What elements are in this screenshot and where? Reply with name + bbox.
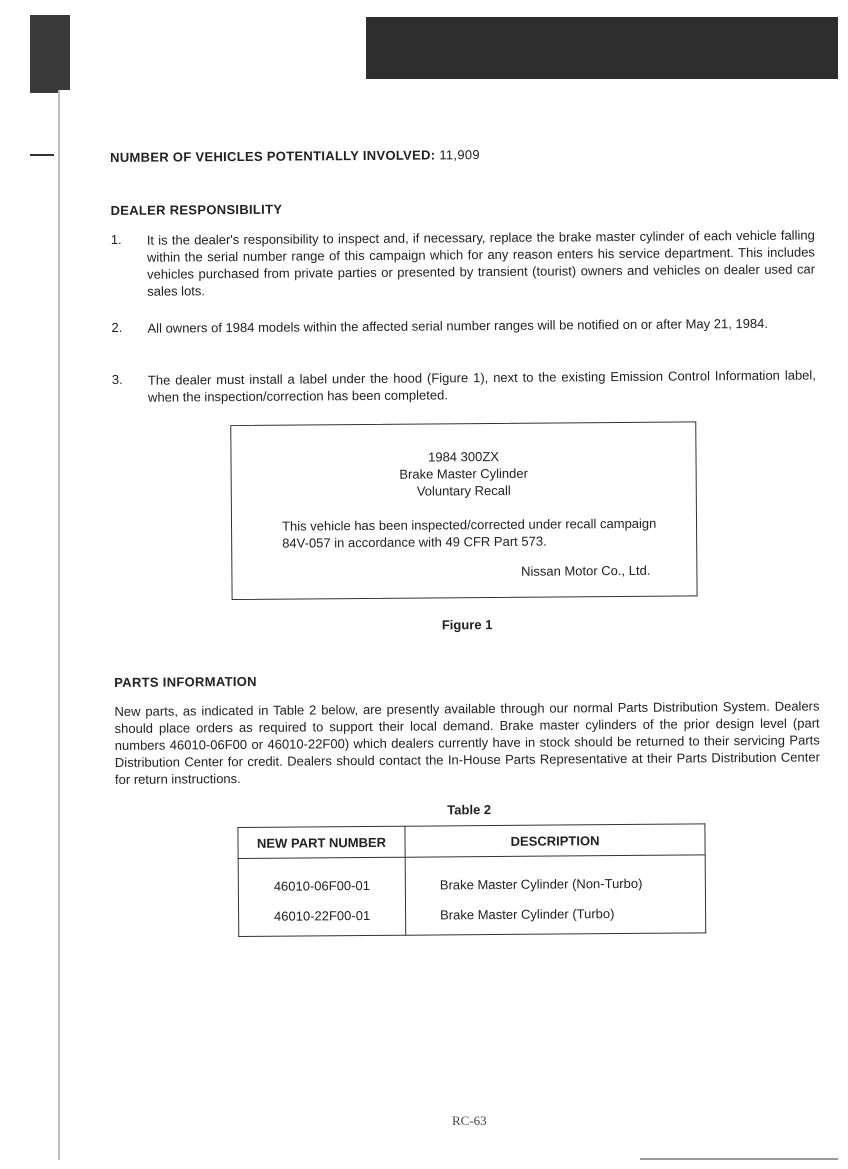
description-cell: Brake Master Cylinder (Turbo) [405, 897, 705, 935]
part-number-cell: 46010-22F00-01 [238, 900, 405, 937]
label-body: This vehicle has been inspected/corrected under recall campaign 84V-057 in accordance with 49 CFR Part 573. [281, 515, 657, 551]
list-item-text: All owners of 1984 models within the affected serial number ranges will be notified on or after May 21, 1984. [147, 315, 769, 336]
vehicles-involved-label: NUMBER OF VEHICLES POTENTIALLY INVOLVED: [110, 147, 436, 165]
parts-table [237, 823, 706, 937]
list-item [111, 314, 816, 336]
scan-artifact-edge [58, 90, 60, 1160]
list-item [111, 366, 817, 405]
scan-artifact-bar-left [30, 15, 70, 90]
header-description: DESCRIPTION [405, 824, 705, 857]
scan-artifact-tick [30, 154, 54, 156]
dealer-responsibility-heading: DEALER RESPONSIBILITY [110, 201, 283, 218]
label-component: Brake Master Cylinder [399, 465, 528, 482]
part-number-cell: 46010-06F00-01 [238, 857, 405, 901]
scan-artifact-bar-top [366, 17, 838, 79]
table-row [238, 855, 705, 901]
parts-information-text: New parts, as indicated in Table 2 below, are presently available through our normal Parts Distribution System. Dealers should place orders as required to support their local demand. Brake master cylinders of the prior design level (part numbers 46010-06F00 or 46010-22F00) which dealers currently have in stock should be returned to their servicing Parts Distribution Center for credit. Dealers should contact the In-House Parts Representative at their Parts Distribution Center for return instructions. [114, 698, 820, 787]
page-content [110, 134, 820, 924]
table-caption: Table 2 [447, 802, 492, 818]
page-number: RC-63 [452, 1113, 487, 1128]
table-header-row [238, 824, 705, 859]
label-signature: Nissan Motor Co., Ltd. [521, 562, 651, 579]
list-item [110, 226, 816, 299]
vehicles-involved-value: 11,909 [439, 147, 480, 163]
figure-caption: Figure 1 [441, 617, 493, 633]
list-item-text: It is the dealer's responsibility to inspect and, if necessary, replace the brake master cylinder of each vehicle falling within the serial number range of this campaign which for any reason enters his service department. This includes vehicles purchased from private parties or presented by transient (tourist) owners and vehicles on dealer used car sales lots. [146, 227, 816, 299]
list-item-text: The dealer must install a label under the hood (Figure 1), next to the existing Emission Control Information label, when the inspection/correction has been completed. [147, 367, 816, 405]
scan-artifact-bottom-line [640, 1158, 838, 1160]
recall-label-figure [230, 421, 697, 600]
description-cell: Brake Master Cylinder (Non-Turbo) [405, 855, 705, 900]
table-row [238, 897, 705, 936]
list-item-number: 1. [110, 231, 122, 247]
label-recall-type: Voluntary Recall [416, 482, 511, 499]
list-item-number: 3. [111, 371, 123, 387]
scan-artifact-notch [30, 85, 60, 93]
label-model: 1984 300ZX [428, 448, 499, 465]
parts-information-heading: PARTS INFORMATION [114, 673, 257, 690]
header-new-part-number: NEW PART NUMBER [238, 826, 405, 858]
vehicles-involved [110, 147, 480, 165]
list-item-number: 2. [111, 319, 123, 335]
